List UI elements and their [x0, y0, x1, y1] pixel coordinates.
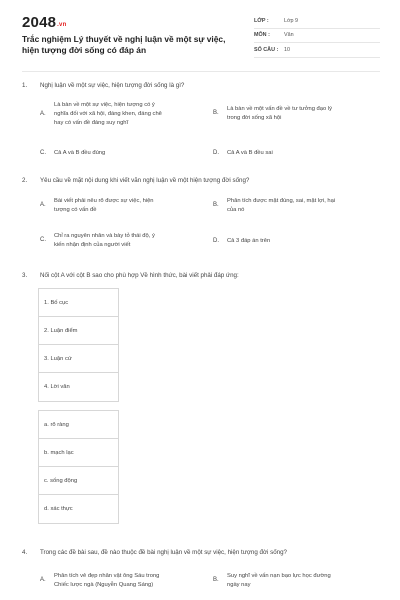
option-line: trong đời sống xã hội: [227, 115, 282, 122]
option-line: Cả A và B đều sai: [227, 150, 273, 156]
question-3: [22, 272, 239, 279]
question-text: Nối cột A với cột B sao cho phù hợp Về hình thức, bài viết phải đáp ứng:: [40, 272, 239, 279]
option-line: Là bàn về một sự việc, hiện tượng có ý: [54, 102, 155, 108]
question-4: [22, 549, 287, 556]
meta-row-subject: [254, 29, 380, 44]
header-divider: [22, 71, 380, 72]
column-b-item: d. xác thực: [44, 506, 73, 512]
question-1: [22, 82, 184, 89]
question-number: 2.: [22, 177, 28, 184]
page-title: Trắc nghiệm Lý thuyết về nghị luận về một sự việc, hiện tượng đời sống có đáp án: [22, 34, 226, 55]
option-line: Phân tích được mặt đúng, sai, mặt lợi, hại: [227, 198, 336, 204]
option-letter: A.: [40, 202, 46, 208]
question-text: Trong các đề bài sau, đề nào thuộc đề bài nghị luận về một sự việc, hiện tượng đời sống?: [40, 549, 287, 556]
option-letter: A.: [40, 577, 46, 583]
brand-name: 2048: [22, 14, 57, 31]
option-2b[interactable]: [213, 197, 383, 217]
option-letter: D.: [213, 238, 219, 244]
column-a-item: 3. Luận cứ: [39, 345, 118, 373]
meta-value: Lớp 9: [284, 17, 299, 24]
option-4a[interactable]: [40, 572, 210, 592]
option-letter: B.: [213, 110, 219, 116]
option-line: Chiếc lược ngà (Nguyễn Quang Sáng): [54, 582, 154, 589]
option-letter: B.: [213, 202, 219, 208]
option-line: Chỉ ra nguyên nhân và bày tỏ thái độ, ý: [54, 233, 155, 239]
option-line: Suy nghĩ về vấn nạn bạo lực học đường: [227, 573, 331, 579]
brand-suffix: .vn: [57, 22, 67, 28]
option-1c[interactable]: [40, 149, 210, 159]
brand-logo[interactable]: [22, 14, 66, 31]
question-number: 4.: [22, 549, 28, 556]
question-text: Yêu cầu về mặt nội dung khi viết văn nghị luận về một hiện tượng đời sống?: [40, 177, 250, 184]
meta-key: MÔN :: [254, 32, 270, 39]
option-line: của nó: [227, 207, 245, 214]
meta-table: [254, 14, 380, 58]
question-text: Nghị luận về một sự việc, hiện tượng đời sống là gì?: [40, 82, 185, 89]
column-a-item: 1. Bố cục: [39, 289, 118, 317]
option-2d[interactable]: [213, 237, 383, 247]
option-letter: A.: [40, 111, 46, 117]
meta-value: Văn: [284, 32, 294, 39]
option-line: Cả A và B đều đúng: [54, 150, 106, 156]
column-a-table: [38, 288, 119, 402]
option-4b[interactable]: [213, 572, 383, 592]
option-letter: B.: [213, 577, 219, 583]
option-line: Là bàn về một vấn đề về tư tưởng đạo lý: [227, 106, 333, 112]
question-2: [22, 177, 249, 184]
option-line: tượng có vấn đề: [54, 207, 97, 214]
question-number: 1.: [22, 82, 28, 89]
column-b-item: b. mạch lạc: [39, 439, 118, 467]
option-1a[interactable]: [40, 101, 210, 131]
meta-row-grade: [254, 14, 380, 29]
option-1d[interactable]: [213, 149, 383, 159]
option-line: Phân tích vẻ đẹp nhân vật ông Sáu trong: [54, 573, 160, 579]
option-letter: C.: [40, 150, 46, 156]
option-letter: C.: [40, 237, 46, 243]
meta-key: LỚP :: [254, 17, 269, 24]
option-line: nghĩa đối với xã hội, đáng khen, đáng chê: [54, 111, 162, 118]
meta-value: 10: [284, 46, 290, 53]
column-a-item: 2. Luận điểm: [39, 317, 118, 345]
option-line: Bài viết phải nêu rõ được sự việc, hiện: [54, 198, 154, 204]
column-a-item: 4. Lời văn: [44, 384, 70, 390]
option-2a[interactable]: [40, 197, 210, 217]
column-b-item: c. sống động: [39, 467, 118, 495]
option-1b[interactable]: [213, 105, 383, 125]
option-line: ngày nay: [227, 582, 251, 589]
column-b-item: a. rõ ràng: [39, 411, 118, 439]
option-letter: D.: [213, 150, 219, 156]
option-line: hay có vấn đề đáng suy nghĩ: [54, 120, 129, 127]
option-line: Cả 3 đáp án trên: [227, 238, 271, 244]
question-number: 3.: [22, 272, 28, 279]
meta-key: SỐ CÂU :: [254, 46, 279, 53]
option-line: kiến nhận định của người viết: [54, 242, 131, 249]
meta-row-count: [254, 43, 380, 58]
page-header: [0, 0, 400, 64]
column-b-table: [38, 410, 119, 524]
option-2c[interactable]: [40, 232, 210, 252]
